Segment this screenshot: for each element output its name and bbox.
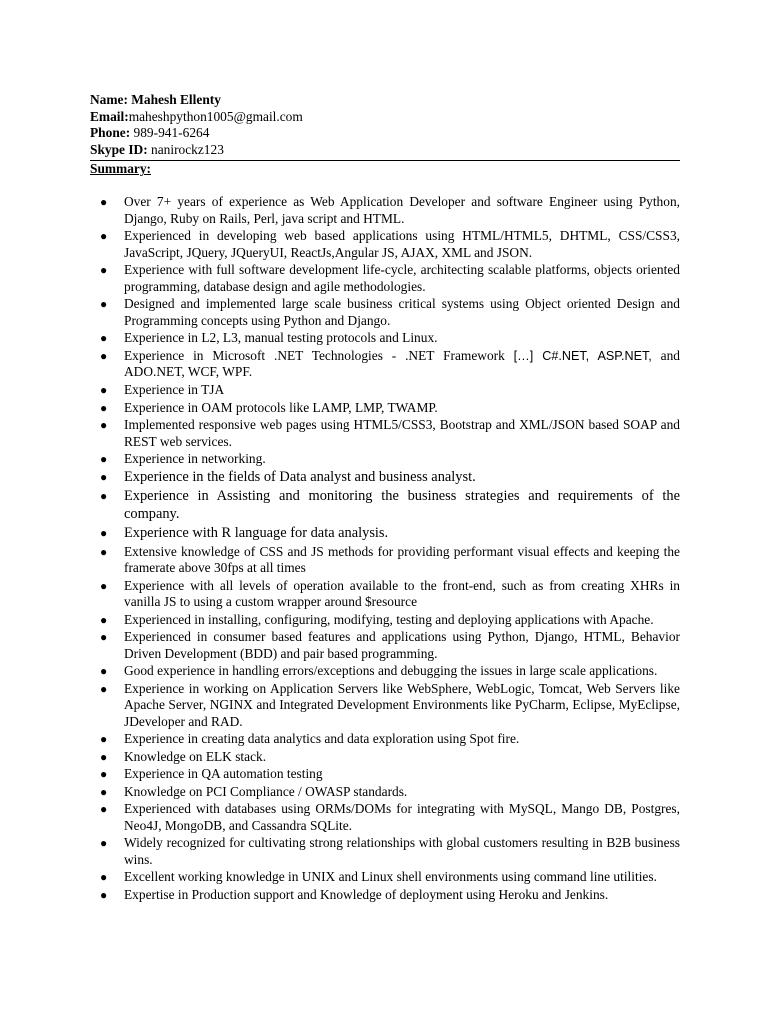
summary-item-text: Widely recognized for cultivating strong relationships with global customers resulting in B2B business wins. [124,835,680,867]
bullet-icon: ● [100,544,108,559]
summary-item [90,749,680,765]
summary-item [90,228,680,261]
summary-item [90,766,680,782]
summary-item-text: Experience in QA automation testing [124,766,323,782]
skype-value: nanirockz123 [147,141,224,157]
bullet-icon: ● [100,732,108,747]
summary-item-text: Knowledge on ELK stack. [124,748,267,764]
summary-item-text: Experienced in installing, configuring, modifying, testing and deploying applications with Apache. [124,611,654,627]
summary-item-text: Experience with R language for data analysis. [124,524,389,541]
name-line [90,92,680,109]
email-label: Email: [90,108,129,124]
bullet-icon: ● [100,418,108,433]
bullet-icon: ● [100,488,108,503]
summary-item [90,525,680,543]
bullet-icon: ● [100,348,108,363]
bullet-icon: ● [100,870,108,885]
bullet-icon: ● [100,767,108,782]
summary-item-text: Experience in L2, L3, manual testing protocols and Linux. [124,330,438,346]
bullet-icon: ● [100,612,108,627]
bullet-icon: ● [100,469,108,484]
name-text: Name: Mahesh Ellenty [90,92,221,107]
summary-item [90,417,680,450]
summary-item-text: Experience with all levels of operation available to the front-end, such as from creating XHRs in vanilla JS to using a custom wrapper around $resource [124,577,680,609]
summary-item-text: Designed and implemented large scale business critical systems using Object oriented Design and Programming concepts using Python and Django. [124,296,680,328]
summary-item-text: Implemented responsive web pages using HTML5/CSS3, Bootstrap and XML/JSON based SOAP and REST web services. [124,417,680,449]
summary-item-text: Experience in the fields of Data analyst and business analyst. [124,468,476,485]
summary-item [90,488,680,524]
summary-item-text-cont: and ADO.NET, WCF, WPF. [124,347,680,380]
email-value: maheshpython1005@gmail.com [128,108,303,124]
summary-item-text: Experienced in consumer based features and applications using Python, Django, HTML, Behavior Driven Development (BDD) and pair based programming. [124,629,680,661]
summary-item-text: Experience in networking. [124,451,266,467]
resume-page [90,92,680,905]
summary-item [90,629,680,662]
summary-item [90,887,680,903]
summary-item-text: Expertise in Production support and Knowledge of deployment using Heroku and Jenkins. [124,887,609,903]
skype-line [90,142,680,159]
bullet-icon: ● [100,888,108,903]
summary-item [90,663,680,679]
summary-item [90,451,680,467]
bullet-icon: ● [100,525,108,540]
bullet-icon: ● [100,802,108,817]
summary-item-text: Experienced in developing web based applications using HTML/HTML5, DHTML, CSS/CSS3, JavaScript, JQuery, JQueryUI, ReactJs,Angular JS, AJAX, XML and JSON. [124,228,680,260]
bullet-icon: ● [100,452,108,467]
bullet-icon: ● [100,195,108,210]
summary-item [90,731,680,747]
summary-item-text: Over 7+ years of experience as Web Application Developer and software Engineer using Python, Django, Ruby on Rails, Perl, java script and HTML. [124,194,680,226]
bullet-icon: ● [100,784,108,799]
summary-item [90,612,680,628]
summary-item [90,784,680,800]
summary-item [90,469,680,487]
summary-item-text: Experience in working on Application Servers like WebSphere, WebLogic, Tomcat, Web Servers like Apache Server, NGINX and Integrated Development Environments like PyCharm, Eclipse, MyEclipse, JDeveloper and RAD. [124,680,680,729]
bullet-icon: ● [100,664,108,679]
summary-item-text: Experience with full software development life-cycle, architecting scalable platforms, objects oriented programming, database design and agile methodologies. [124,262,680,294]
summary-item [90,296,680,329]
summary-item-sans-text: […] C#.NET, ASP.NET, [513,348,652,363]
summary-item [90,801,680,834]
summary-heading: Summary: [90,161,151,177]
summary-item-text: Good experience in handling errors/exceptions and debugging the issues in large scale applications. [124,663,658,679]
bullet-icon: ● [100,578,108,593]
bullet-icon: ● [100,400,108,415]
bullet-icon: ● [100,382,108,397]
bullet-icon: ● [100,331,108,346]
skype-label: Skype ID: [90,141,148,157]
phone-label: Phone: [90,125,131,141]
summary-item [90,835,680,868]
summary-item-text: Extensive knowledge of CSS and JS methods for providing performant visual effects and keeping the framerate above 30fps at all times [124,543,680,575]
summary-item-text: Knowledge on PCI Compliance / OWASP standards. [124,783,408,799]
bullet-icon: ● [100,836,108,851]
phone-value: 989-941-6264 [130,125,210,141]
bullet-icon: ● [100,263,108,278]
summary-item-text: Experience in creating data analytics and data exploration using Spot fire. [124,731,520,747]
summary-item [90,262,680,295]
bullet-icon: ● [100,630,108,645]
bullet-icon: ● [100,681,108,696]
summary-item [90,869,680,885]
summary-item [90,400,680,416]
summary-item-text: Excellent working knowledge in UNIX and Linux shell environments using command line utilities. [124,869,657,885]
summary-item [90,330,680,346]
phone-line [90,125,680,142]
summary-item-text: Experience in OAM protocols like LAMP, LMP, TWAMP. [124,399,438,415]
summary-item [90,382,680,398]
bullet-icon: ● [100,749,108,764]
summary-item-text: Experience in TJA [124,381,225,397]
summary-item-text: Experience in Assisting and monitoring the business strategies and requirements of the company. [124,487,680,522]
bullet-icon: ● [100,229,108,244]
summary-item-text: Experienced with databases using ORMs/DOMs for integrating with MySQL, Mango DB, Postgres, Neo4J, MongoDB, and Cassandra SQLite. [124,801,680,833]
summary-list [90,194,680,903]
summary-item [90,578,680,611]
summary-item-text: Experience in Microsoft .NET Technologies - .NET Framework [124,347,514,363]
summary-item [90,681,680,730]
summary-item [90,348,680,381]
email-line [90,109,680,126]
summary-item [90,544,680,577]
summary-item [90,194,680,227]
bullet-icon: ● [100,297,108,312]
